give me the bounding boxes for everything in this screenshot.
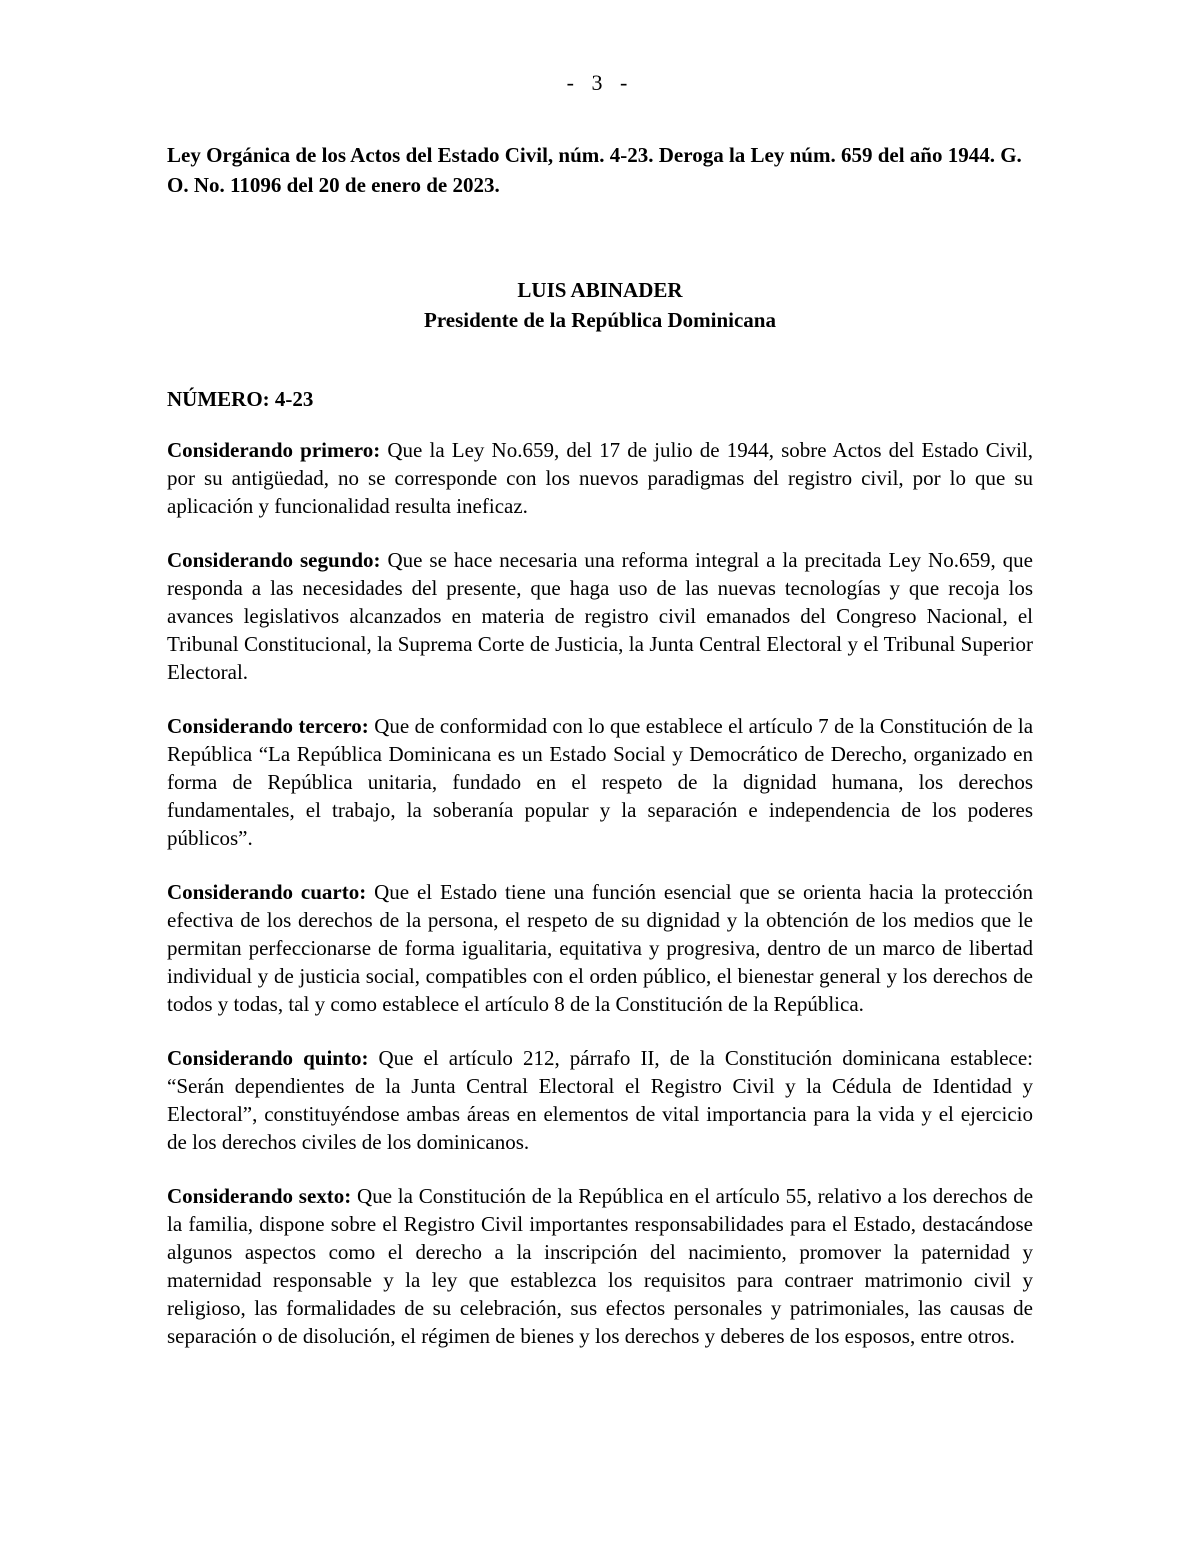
signatory-name: LUIS ABINADER <box>517 278 683 302</box>
considerando-text: Que el artículo 212, párrafo II, de la Constitución dominicana establece: “Serán dependientes de la Junta Central Electoral el Registro Civil y la Cédula de Identidad y Electoral”, constituyéndose ambas áreas en elementos de vital importancia para la vida y el ejercicio de los derechos civiles de los dominicanos. <box>167 1046 1034 1154</box>
considerando-paragraph <box>167 878 1033 1018</box>
considerando-text: Que de conformidad con lo que establece el artículo 7 de la Constitución de la República “La República Dominicana es un Estado Social y Democrático de Derecho, organizado en forma de República unitaria, fundado en el respeto de la dignidad humana, los derechos fundamentales, el trabajo, la soberanía popular y la separación e independencia de los poderes públicos”. <box>167 714 1034 850</box>
signatory-block <box>0 275 1200 335</box>
law-number: NÚMERO: 4-23 <box>167 387 314 411</box>
considerando-lead: Considerando segundo: <box>167 548 381 572</box>
considerando-lead: Considerando quinto: <box>167 1046 369 1070</box>
considerando-paragraph <box>167 1182 1033 1350</box>
signatory-role: Presidente de la República Dominicana <box>424 308 776 332</box>
considerando-text: Que el Estado tiene una función esencial que se orienta hacia la protección efectiva de los derechos de la persona, el respeto de su dignidad y la obtención de los medios que le permitan perfeccionarse de forma igualitaria, equitativa y progresiva, dentro de un marco de libertad individual y de justicia social, compatibles con el orden público, el bienestar general y los derechos de todos y todas, tal y como establece el artículo 8 de la Constitución de la República. <box>167 880 1033 1016</box>
considerando-lead: Considerando cuarto: <box>167 880 367 904</box>
page-number: - 3 - <box>566 70 634 95</box>
considerando-lead: Considerando tercero: <box>167 714 369 738</box>
law-title: Ley Orgánica de los Actos del Estado Civil, núm. 4-23. Deroga la Ley núm. 659 del año 1944. G. O. No. 11096 del 20 de enero de 2023. <box>167 143 1022 197</box>
considerando-lead: Considerando primero: <box>167 438 381 462</box>
considerandos-section <box>167 436 1033 1376</box>
considerando-paragraph <box>167 1044 1033 1156</box>
considerando-text: Que la Ley No.659, del 17 de julio de 1944, sobre Actos del Estado Civil, por su antigüedad, no se corresponde con los nuevos paradigmas del registro civil, por lo que su aplicación y funcionalidad resulta ineficaz. <box>167 438 1033 518</box>
considerando-paragraph <box>167 712 1033 852</box>
considerando-text: Que la Constitución de la República en el artículo 55, relativo a los derechos de la familia, dispone sobre el Registro Civil importantes responsabilidades para el Estado, destacándose algunos aspectos como el derecho a la inscripción del nacimiento, promover la paternidad y maternidad responsable y la ley que establezca los requisitos para contraer matrimonio civil y religioso, las formalidades de su celebración, sus efectos personales y patrimoniales, las causas de separación o de disolución, el régimen de bienes y los derechos y deberes de los esposos, entre otros. <box>167 1184 1034 1348</box>
considerando-lead: Considerando sexto: <box>167 1184 352 1208</box>
considerando-paragraph <box>167 436 1033 520</box>
considerando-paragraph <box>167 546 1033 686</box>
considerando-text: Que se hace necesaria una reforma integral a la precitada Ley No.659, que responda a las necesidades del presente, que haga uso de las nuevas tecnologías y que recoja los avances legislativos alcanzados en materia de registro civil emanados del Congreso Nacional, el Tribunal Constitucional, la Suprema Corte de Justicia, la Junta Central Electoral y el Tribunal Superior Electoral. <box>167 548 1033 684</box>
